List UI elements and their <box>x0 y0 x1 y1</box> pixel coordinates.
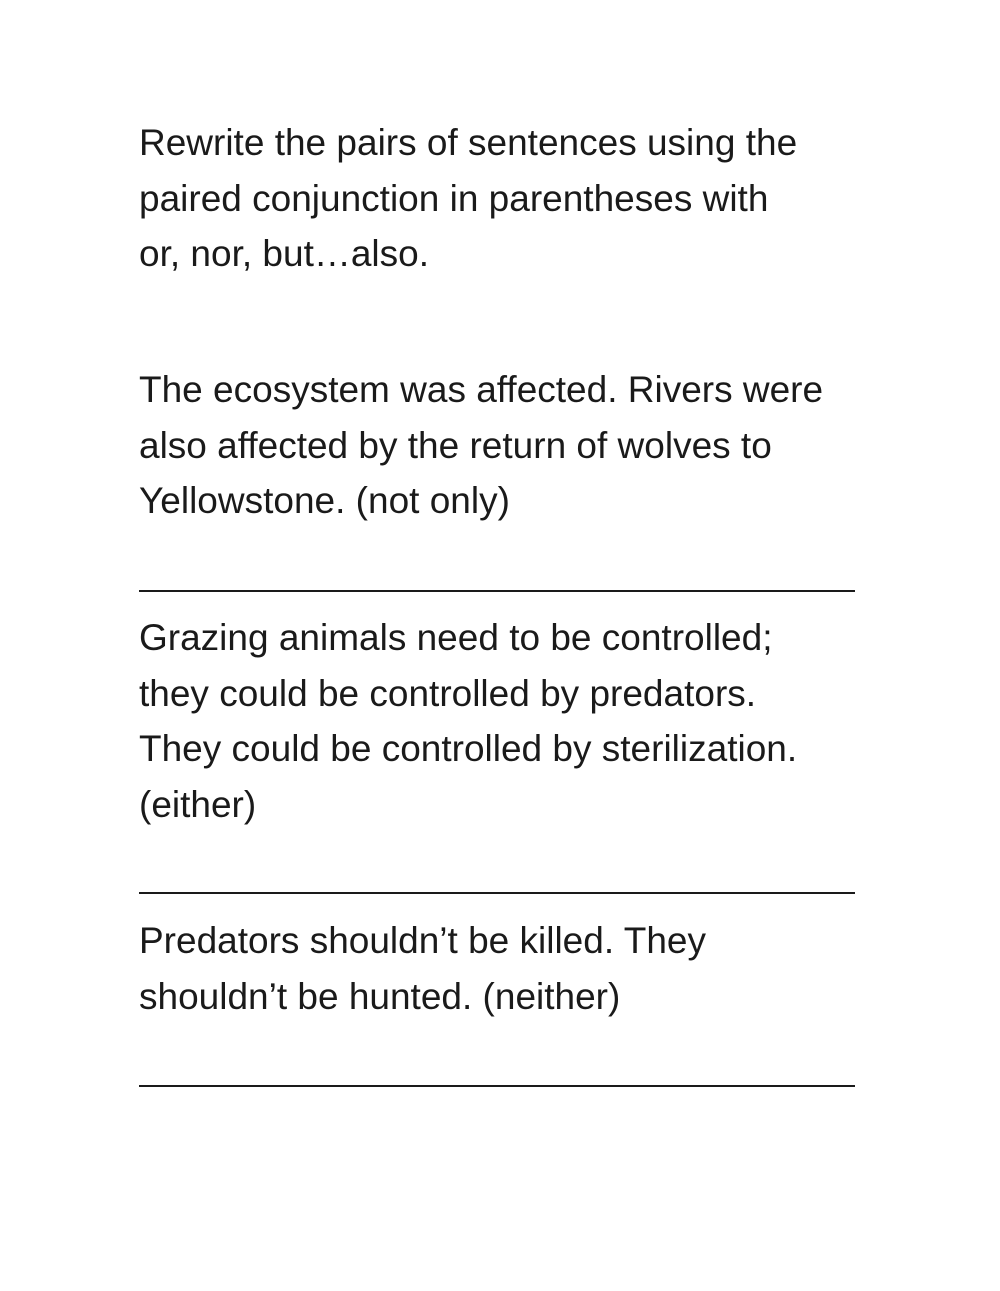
question-2-line: they could be controlled by predators. <box>139 672 757 714</box>
question-3-line: Predators shouldn’t be killed. They <box>139 920 706 961</box>
instructions-line: or, nor, but…also. <box>139 233 430 274</box>
answer-line-2[interactable] <box>139 892 855 894</box>
question-1-line: also affected by the return of wolves to <box>139 424 772 466</box>
answer-line-3[interactable] <box>139 1085 855 1087</box>
question-2-line: Grazing animals need to be controlled; <box>139 617 773 658</box>
question-1-line: Yellowstone. (not only) <box>139 480 510 521</box>
question-3-line: shouldn’t be hunted. (neither) <box>139 975 621 1017</box>
instructions-line: paired conjunction in parentheses with <box>139 177 769 219</box>
instructions <box>139 115 869 282</box>
question-2-line: They could be controlled by sterilization. <box>139 728 798 769</box>
question-3 <box>139 913 869 1024</box>
question-1-line: The ecosystem was affected. Rivers were <box>139 369 824 410</box>
question-2 <box>139 610 869 832</box>
question-2-line: (either) <box>139 783 257 825</box>
instructions-line: Rewrite the pairs of sentences using the <box>139 122 798 163</box>
question-1 <box>139 362 869 529</box>
answer-line-1[interactable] <box>139 590 855 592</box>
